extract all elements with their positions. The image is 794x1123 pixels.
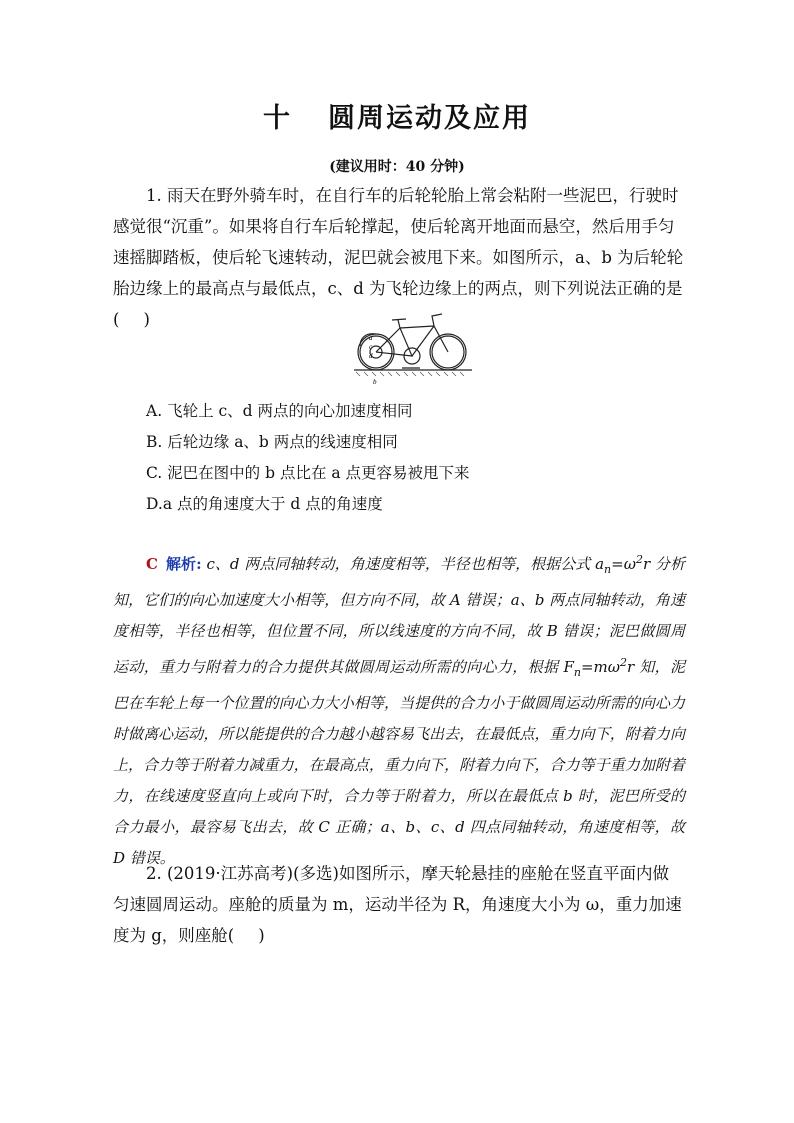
question-2 [113,858,685,951]
bicycle-figure [354,310,472,388]
analysis-text-5: r 知，泥巴在车轮上每一个位置的向心力大小相等，当提供的合力小于做圆周运动所需的向心力时做离心运动，所以能提供的合力越小越容易飞出去，在最低点，重力向下，附着力向上，合力等于附着力减重力，在最高点，重力向下，附着力向下，合力等于重力加附着力，在线速度竖直向上或向下时，合力等于附着力，所以在最低点 b 时，泥巴所受的合力最小，最容易飞出去，故 C 正确；a、b、c、d 四点同轴转动，角速度相等，故 D 错误。 [113,658,685,867]
page-title [0,96,794,135]
option-d-text: a 点的角速度大于 d 点的角速度 [162,495,383,513]
question-1-number: 1. [146,186,162,205]
option-b-label: B. [146,433,163,451]
option-a-text: 飞轮上 c、d 两点的向心加速度相同 [167,402,413,420]
question-2-number: 2. [146,864,162,883]
question-1-close: ) [143,310,150,329]
analysis-text-1: c、d 两点同轴转动，角速度相等，半径也相等，根据公式 a [206,555,605,573]
time-note: (建议用时：40 分钟) [329,159,465,175]
section-title: 圆周运动及应用 [328,103,531,134]
subscript-n-2: n [573,666,581,679]
option-d-label: D. [146,495,163,513]
option-b [146,427,470,458]
option-a-label: A. [146,402,163,420]
figure-label-b: b [373,378,377,386]
superscript-2: 2 [635,553,643,566]
analysis-text-4: =mω [580,658,620,676]
figure-label-d: d [369,352,373,360]
section-number: 十 [263,103,292,134]
option-d [146,489,470,520]
option-c-text: 泥巴在图中的 b 点比在 a 点更容易被甩下来 [167,464,470,482]
question-1-options [146,396,470,520]
analysis-text-2: =ω [611,555,636,573]
question-2-close: ) [258,926,265,945]
subscript-n: n [604,563,612,576]
analysis-text-3: r 分析知，它们的向心加速度大小相等，但方向不同，故 A 错误；a、b 两点同轴转动，角速度相等，半径也相等，但位置不同，所以线速度的方向不同，故 B 错误；泥巴做圆周运动，重力与附着力的合力提供其做圆周运动所需的向心力，根据 F [113,555,685,676]
superscript-2-b: 2 [619,656,627,669]
option-a [146,396,470,427]
analysis-block [113,544,685,874]
option-c-label: C. [146,464,163,482]
analysis-tag: 解析: [165,555,202,573]
option-b-text: 后轮边缘 a、b 两点的线速度相同 [167,433,398,451]
option-c [146,458,470,489]
figure-label-a: a [369,334,373,342]
question-2-text: (2019·江苏高考)(多选)如图所示，摩天轮悬挂的座舱在竖直平面内做匀速圆周运动。座舱的质量为 m，运动半径为 R，角速度大小为 ω，重力加速度为 g，则座舱( [113,864,682,945]
question-1-text: 雨天在野外骑车时，在自行车的后轮轮胎上常会粘附一些泥巴，行驶时感觉很“沉重”。如果将自行车后轮撑起，使后轮离开地面而悬空，然后用手匀速摇脚踏板，使后轮飞速转动，泥巴就会被甩下来。如图所示，a、b 为后轮轮胎边缘上的最高点与最低点，c、d 为飞轮边缘上的两点，则下列说法正确的是( [113,186,684,329]
answer-letter: C [146,555,158,573]
figure-label-c: c [369,343,373,351]
